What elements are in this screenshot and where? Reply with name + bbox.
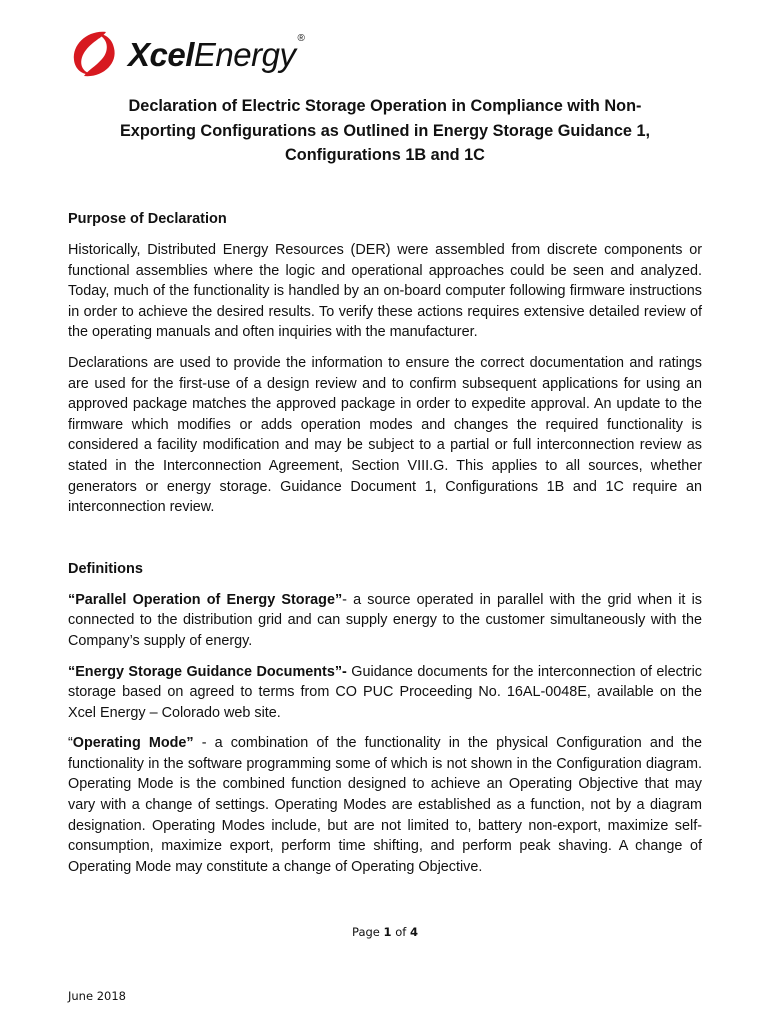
definition-text: - a source operated in parallel with the grid when it is connected to the distribution grid and can supply energy to the customer simultaneously with the Company’s supply of energy. — [68, 591, 702, 649]
xcel-energy-logo — [66, 26, 304, 82]
title-line-1: Declaration of Electric Storage Operation in Compliance with Non- — [128, 97, 642, 115]
definition-text: - a combination of the functionality in the physical Configuration and the functionality in the software programming some of which is not shown in the Configuration diagram. Operating Mode is the combined function designed to achieve an Operating Objective that may vary with a change of settings. Operating Modes are established as a function, not by a diagram designation. Operating Modes include, but are not limited to, battery non-export, maximize self-consumption, maximize export, perform time shifting, and perform peak shaving. A change of Operating Mode may constitute a change of Operating Objective. — [68, 735, 702, 875]
definition-guidance-documents — [68, 662, 702, 724]
document-title — [68, 94, 702, 168]
definition-operating-mode — [68, 733, 702, 877]
definition-text: Guidance documents for the interconnection of electric storage based on agreed to terms from CO PUC Proceeding No. 16AL-0048E, available on the Xcel Energy – Colorado web site. — [68, 663, 702, 721]
footer-date: June 2018 — [68, 989, 126, 1003]
document-body — [68, 210, 702, 877]
purpose-paragraph-2: Declarations are used to provide the information to ensure the correct documentation and ratings are used for the first-use of a design review and to confirm subsequent applications for using an approved package matches the approved package in order to expedite approval. An update to the firmware which modifies or adds operation modes and changes the required functionality is considered a facility modification and may be subject to a partial or full interconnection review as stated in the Interconnection Agreement, Section VIII.G. This applies to all sources, whether generators or energy storage. Guidance Document 1, Configurations 1B and 1C require an interconnection review. — [68, 354, 702, 516]
definition-term: “Energy Storage Guidance Documents”- — [68, 663, 347, 680]
logo-wordmark: XcelEnergy ® — [128, 32, 305, 73]
xcel-swoosh-icon — [66, 26, 122, 82]
definition-term: “Parallel Operation of Energy Storage” — [68, 591, 343, 608]
purpose-paragraph-1: Historically, Distributed Energy Resources (DER) were assembled from discrete components or functional assemblies where the logic and operational approaches could be seen and analyzed. Today, much of the functionality is handled by an on-board computer following firmware instructions in order to achieve the desired results. To verify these actions requires extensive detailed review of the operating manuals and often inquiries with the manufacturer. — [68, 242, 702, 341]
purpose-heading: Purpose of Declaration — [68, 211, 227, 227]
title-line-3: Configurations 1B and 1C — [285, 146, 485, 164]
definition-term-prefix: “ — [68, 735, 73, 752]
definitions-heading: Definitions — [68, 560, 143, 577]
page-number: Page 1 of 4 — [352, 925, 418, 939]
definition-parallel-operation — [68, 590, 702, 652]
title-line-2: Exporting Configurations as Outlined in Energy Storage Guidance 1, — [119, 121, 651, 140]
definition-term: Operating Mode” — [72, 735, 194, 752]
